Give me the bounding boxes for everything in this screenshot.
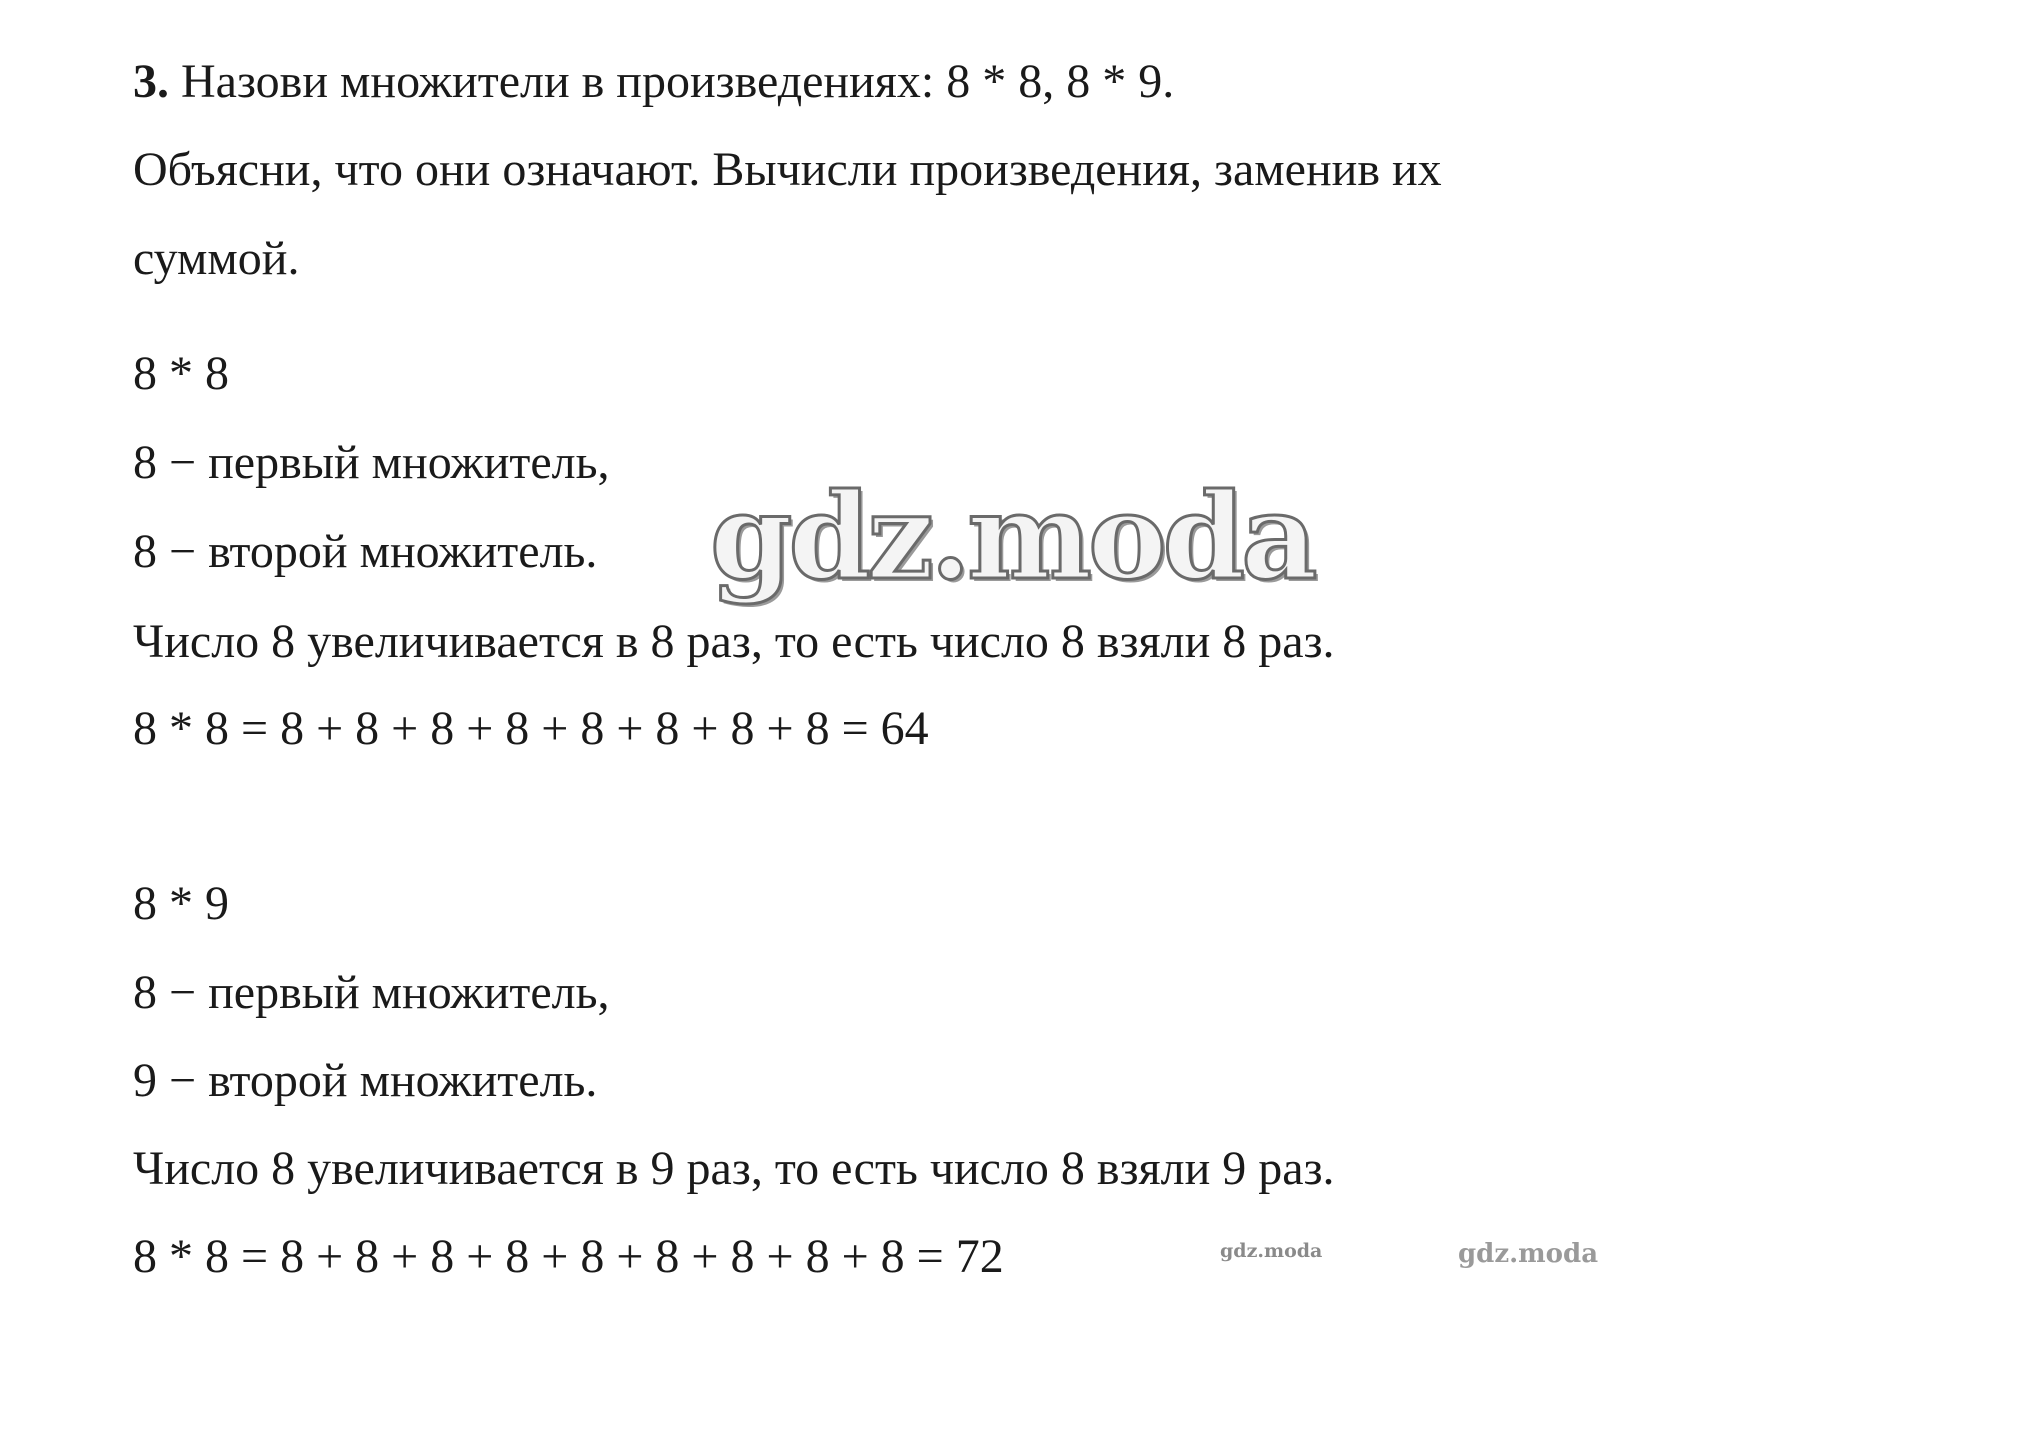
part2-expression: 8 * 9 xyxy=(133,877,229,930)
part2-first-factor: 8 − первый множитель, xyxy=(133,966,610,1019)
part1-expression: 8 * 8 xyxy=(133,347,229,400)
part2-explanation: Число 8 увеличивается в 9 раз, то есть число 8 взяли 9 раз. xyxy=(133,1142,1335,1195)
part1-first-factor: 8 − первый множитель, xyxy=(133,436,610,489)
part1-explanation: Число 8 увеличивается в 8 раз, то есть число 8 взяли 8 раз. xyxy=(133,615,1335,668)
watermark-logo: gdz.moda xyxy=(710,467,1314,606)
part1-second-factor: 8 − второй множитель. xyxy=(133,525,598,578)
task-text-line2: Объясни, что они означают. Вычисли произведения, заменив их xyxy=(133,143,1442,196)
watermark-small-1: gdz.moda xyxy=(1220,1240,1323,1262)
part2-second-factor: 9 − второй множитель. xyxy=(133,1054,598,1107)
task-text-line3: суммой. xyxy=(133,232,300,285)
task-number: 3. xyxy=(133,55,169,108)
watermark-small-2: gdz.moda xyxy=(1458,1239,1599,1269)
task-text-line1: Назови множители в произведениях: 8 * 8, 8 * 9. xyxy=(181,55,1175,108)
part2-sum: 8 * 8 = 8 + 8 + 8 + 8 + 8 + 8 + 8 + 8 + 8 = 72 xyxy=(133,1230,1004,1283)
part1-sum: 8 * 8 = 8 + 8 + 8 + 8 + 8 + 8 + 8 + 8 = 64 xyxy=(133,702,929,755)
task-heading xyxy=(133,55,1175,108)
